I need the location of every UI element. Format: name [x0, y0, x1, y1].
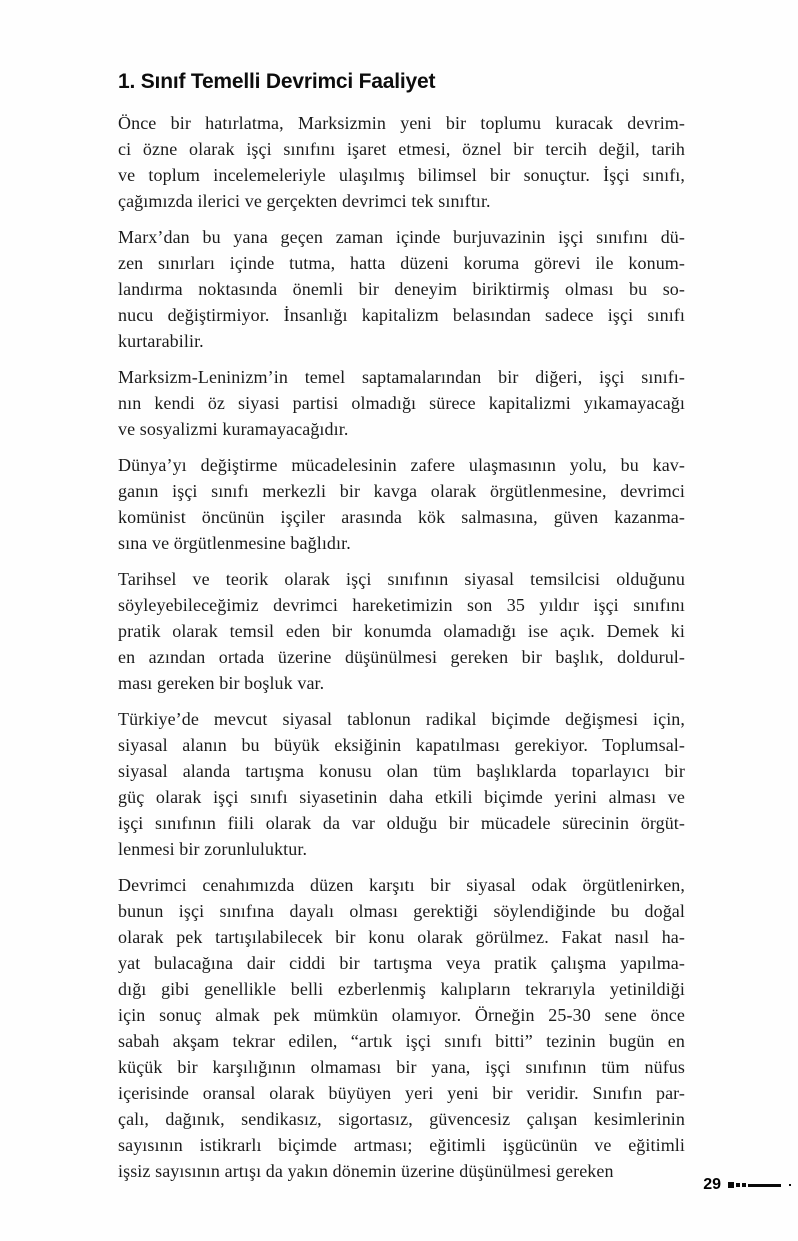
text-line: içerisinde oransal olarak büyüyen yeri yeni bir veridir. Sınıfın par-	[118, 1083, 685, 1103]
square-icon	[728, 1182, 734, 1188]
page-footer	[703, 1176, 791, 1194]
text-line: bunun işçi sınıfına dayalı olması gerektiği söylendiğinde bu doğal	[118, 901, 685, 921]
text-line: Marx’dan bu yana geçen zaman içinde burjuvazinin işçi sınıfını dü-	[118, 227, 685, 247]
section-heading: 1. Sınıf Temelli Devrimci Faaliyet	[118, 70, 436, 93]
paragraph	[118, 364, 685, 442]
text-line: olarak pek tartışılabilecek bir konu olarak görülmez. Fakat nasıl ha-	[118, 927, 685, 947]
paragraph	[118, 224, 685, 354]
page-number: 29	[703, 1176, 721, 1193]
footer-rule	[748, 1184, 781, 1187]
text-line: siyasal alanda tartışma konusu olan tüm başlıklarda toparlayıcı bir	[118, 761, 685, 781]
text-line: Devrimci cenahımızda düzen karşıtı bir siyasal odak örgütlenirken,	[118, 875, 685, 895]
text-line: komünist öncünün işçiler arasında kök salmasına, güven kazanma-	[118, 507, 685, 527]
text-line: Dünya’yı değiştirme mücadelesinin zafere ulaşmasının yolu, bu kav-	[118, 455, 685, 475]
text-line: güç olarak işçi sınıfı siyasetinin daha etkili biçimde yerini alması ve	[118, 787, 685, 807]
square-icon	[736, 1183, 740, 1187]
paragraph	[118, 566, 685, 696]
footer-dot-icon	[789, 1184, 791, 1186]
text-line: en azından ortada üzerine düşünülmesi gereken bir başlık, doldurul-	[118, 647, 685, 667]
paragraph	[118, 706, 685, 862]
text-line: işçi sınıfının fiili olarak da var olduğu bir mücadele sürecinin örgüt-	[118, 813, 685, 833]
text-line: nın kendi öz siyasi partisi olmadığı sürece kapitalizmi yıkamayacağı	[118, 393, 685, 413]
text-line: yat bulacağına dair ciddi bir tartışma veya pratik çalışma yapılma-	[118, 953, 685, 973]
text-line: Önce bir hatırlatma, Marksizmin yeni bir toplumu kuracak devrim-	[118, 113, 685, 133]
text-line: nucu değiştirmiyor. İnsanlığı kapitalizm belasından sadece işçi sınıfı	[118, 305, 685, 325]
text-line: sayısının istikrarlı biçimde artması; eğitimli işgücünün ve eğitimli	[118, 1135, 685, 1155]
text-line: ması gereken bir boşluk var.	[118, 673, 325, 693]
paragraph	[118, 110, 685, 214]
text-line: çağımızda ilerici ve gerçekten devrimci tek sınıftır.	[118, 191, 491, 211]
text-line: ve toplum incelemeleriyle ulaşılmış bilimsel bir sonuçtur. İşçi sınıfı,	[118, 165, 685, 185]
text-line: Türkiye’de mevcut siyasal tablonun radikal biçimde değişmesi için,	[118, 709, 685, 729]
text-line: sına ve örgütlenmesine bağlıdır.	[118, 533, 351, 553]
text-line: çalı, dağınık, sendikasız, sigortasız, güvencesiz çalışan kesimlerinin	[118, 1109, 685, 1129]
square-icon	[742, 1183, 746, 1187]
paragraph	[118, 452, 685, 556]
body-text	[118, 110, 685, 1184]
text-line: landırma noktasında önemli bir deneyim biriktirmiş olması bu so-	[118, 279, 685, 299]
paragraph	[118, 872, 685, 1184]
text-line: ganın işçi sınıfı merkezli bir kavga olarak örgütlenmesine, devrimci	[118, 481, 685, 501]
text-line: ci özne olarak işçi sınıfını işaret etmesi, öznel bir tercih değil, tarih	[118, 139, 685, 159]
text-line: pratik olarak temsil eden bir konumda olamadığı ise açık. Demek ki	[118, 621, 685, 641]
text-line: kurtarabilir.	[118, 331, 204, 351]
text-line: lenmesi bir zorunluluktur.	[118, 839, 308, 859]
text-line: dığı gibi genellikle belli ezberlenmiş kalıpların tekrarıyla yetinildiği	[118, 979, 685, 999]
text-line: siyasal alanın bu büyük eksiğinin kapatılması gerekiyor. Toplumsal-	[118, 735, 685, 755]
text-line: zen sınırları içinde tutma, hatta düzeni koruma görevi ile konum-	[118, 253, 685, 273]
text-line: Marksizm-Leninizm’in temel saptamalarından bir diğeri, işçi sınıfı-	[118, 367, 685, 387]
text-line: ve sosyalizmi kuramayacağıdır.	[118, 419, 349, 439]
text-line: söyleyebileceğimiz devrimci hareketimizin son 35 yıldır işçi sınıfını	[118, 595, 685, 615]
text-line: küçük bir karşılığının olmaması bir yana, işçi sınıfının tüm nüfus	[118, 1057, 685, 1077]
page-content	[118, 70, 685, 1184]
text-line: işsiz sayısının artışı da yakın dönemin üzerine düşünülmesi gereken	[118, 1161, 614, 1181]
text-line: sabah akşam tekrar edilen, “artık işçi sınıfı bitti” tezinin bugün en	[118, 1031, 685, 1051]
text-line: için sonuç almak pek mümkün olamıyor. Örneğin 25-30 sene önce	[118, 1005, 685, 1025]
text-line: Tarihsel ve teorik olarak işçi sınıfının siyasal temsilcisi olduğunu	[118, 569, 685, 589]
